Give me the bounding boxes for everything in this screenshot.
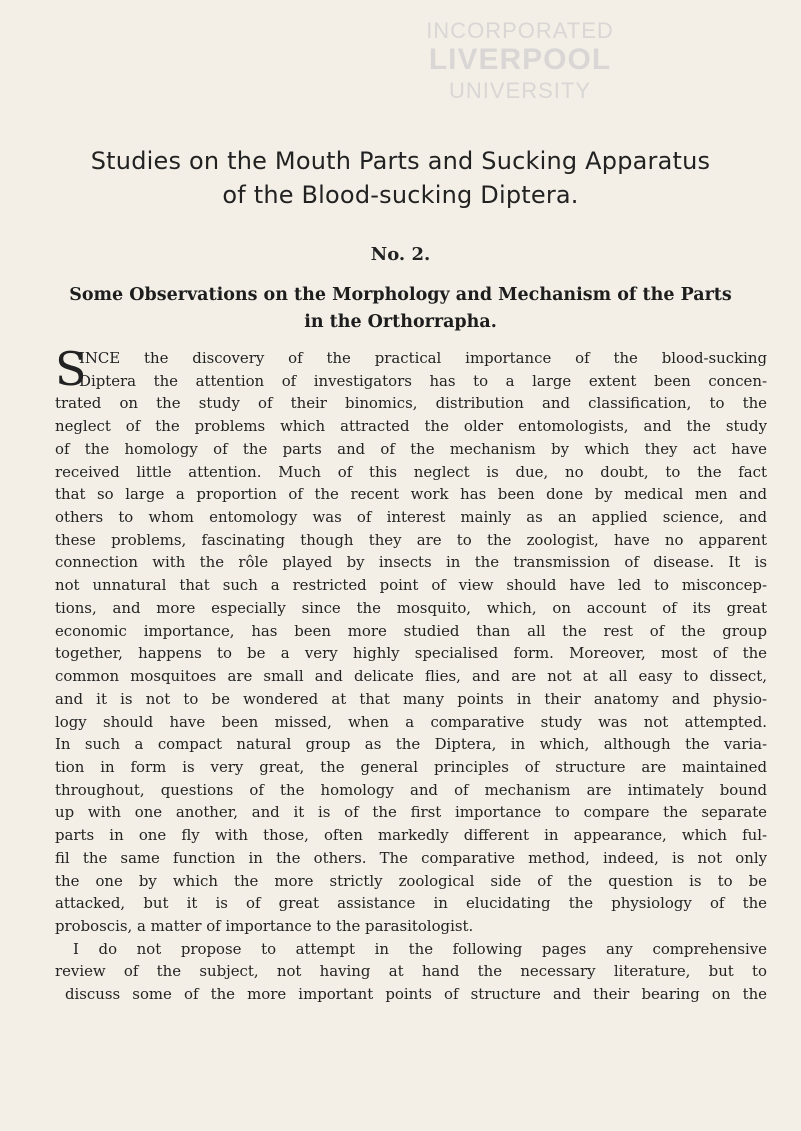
text-line: and it is not to be wondered at that many points in their anatomy and physio- — [55, 689, 767, 708]
text-line: economic importance, has been more studied than all the rest of the group — [55, 621, 767, 640]
text-line: received little attention. Much of this neglect is due, no doubt, to the fact — [55, 462, 767, 481]
text-line: Diptera the attention of investigators has to a large extent been concen- — [79, 371, 767, 390]
text-line: proboscis, a matter of importance to the parasitologist. — [55, 916, 474, 935]
text-line: together, happens to be a very highly specialised form. Moreover, most of the — [55, 644, 767, 663]
text-line: others to whom entomology was of interest mainly as an applied science, and — [55, 508, 767, 527]
text-line: In such a compact natural group as the Diptera, in which, although the varia- — [55, 735, 767, 754]
text-line: tions, and more especially since the mosquito, which, on account of its great — [55, 598, 767, 617]
drop-cap: S — [55, 342, 87, 396]
text-line: throughout, questions of the homology and of mechanism are intimately bound — [55, 780, 767, 799]
stamp-line: INCORPORATED — [426, 18, 614, 43]
text-line: discuss some of the more important points of structure and their bearing on the — [65, 985, 767, 1004]
paper-subtitle: Some Observations on the Morphology and Mechanism of the Parts — [69, 285, 732, 305]
stamp-line: LIVERPOOL — [428, 43, 612, 77]
page-title: Studies on the Mouth Parts and Sucking Apparatus — [90, 147, 711, 175]
stamp-line: UNIVERSITY — [448, 77, 592, 103]
body-paragraphs — [55, 342, 767, 1006]
text-line: attacked, but it is of great assistance in elucidating the physiology of the — [55, 894, 767, 913]
text-line: neglect of the problems which attracted the older entomologists, and the study — [55, 417, 767, 436]
text-line: tion in form is very great, the general principles of structure are maintained — [55, 757, 767, 776]
text-line: the one by which the more strictly zoological side of the question is to be — [55, 871, 767, 890]
paper-number: No. 2. — [370, 244, 431, 265]
text-line: I do not propose to attempt in the following pages any comprehensive — [73, 939, 767, 958]
text-line: trated on the study of their binomics, distribution and classification, to the — [55, 394, 767, 413]
text-line: review of the subject, not having at hand the necessary literature, but to — [55, 962, 767, 981]
text-line: parts in one fly with those, often markedly different in appearance, which ful- — [55, 826, 767, 845]
library-stamp — [380, 18, 660, 103]
page-title-continued: of the Blood-sucking Diptera. — [222, 181, 579, 209]
text-line: up with one another, and it is of the first importance to compare the separate — [55, 803, 767, 822]
text-line: of the homology of the parts and of the mechanism by which they act have — [55, 439, 767, 458]
paper-subtitle-continued: in the Orthorrapha. — [304, 312, 497, 332]
text-line: connection with the rôle played by insects in the transmission of disease. It is — [55, 553, 767, 572]
text-line: these problems, fascinating though they are to the zoologist, have no apparent — [55, 530, 767, 549]
text-line: fil the same function in the others. The comparative method, indeed, is not only — [55, 848, 767, 867]
text-line: common mosquitoes are small and delicate flies, and are not at all easy to dissect, — [55, 667, 767, 686]
text-line: logy should have been missed, when a comparative study was not attempted. — [55, 712, 767, 731]
text-line: not unnatural that such a restricted point of view should have led to misconcep- — [55, 576, 767, 595]
text-line: INCE the discovery of the practical importance of the blood-sucking — [79, 349, 767, 367]
text-line: that so large a proportion of the recent work has been done by medical men and — [55, 485, 767, 504]
